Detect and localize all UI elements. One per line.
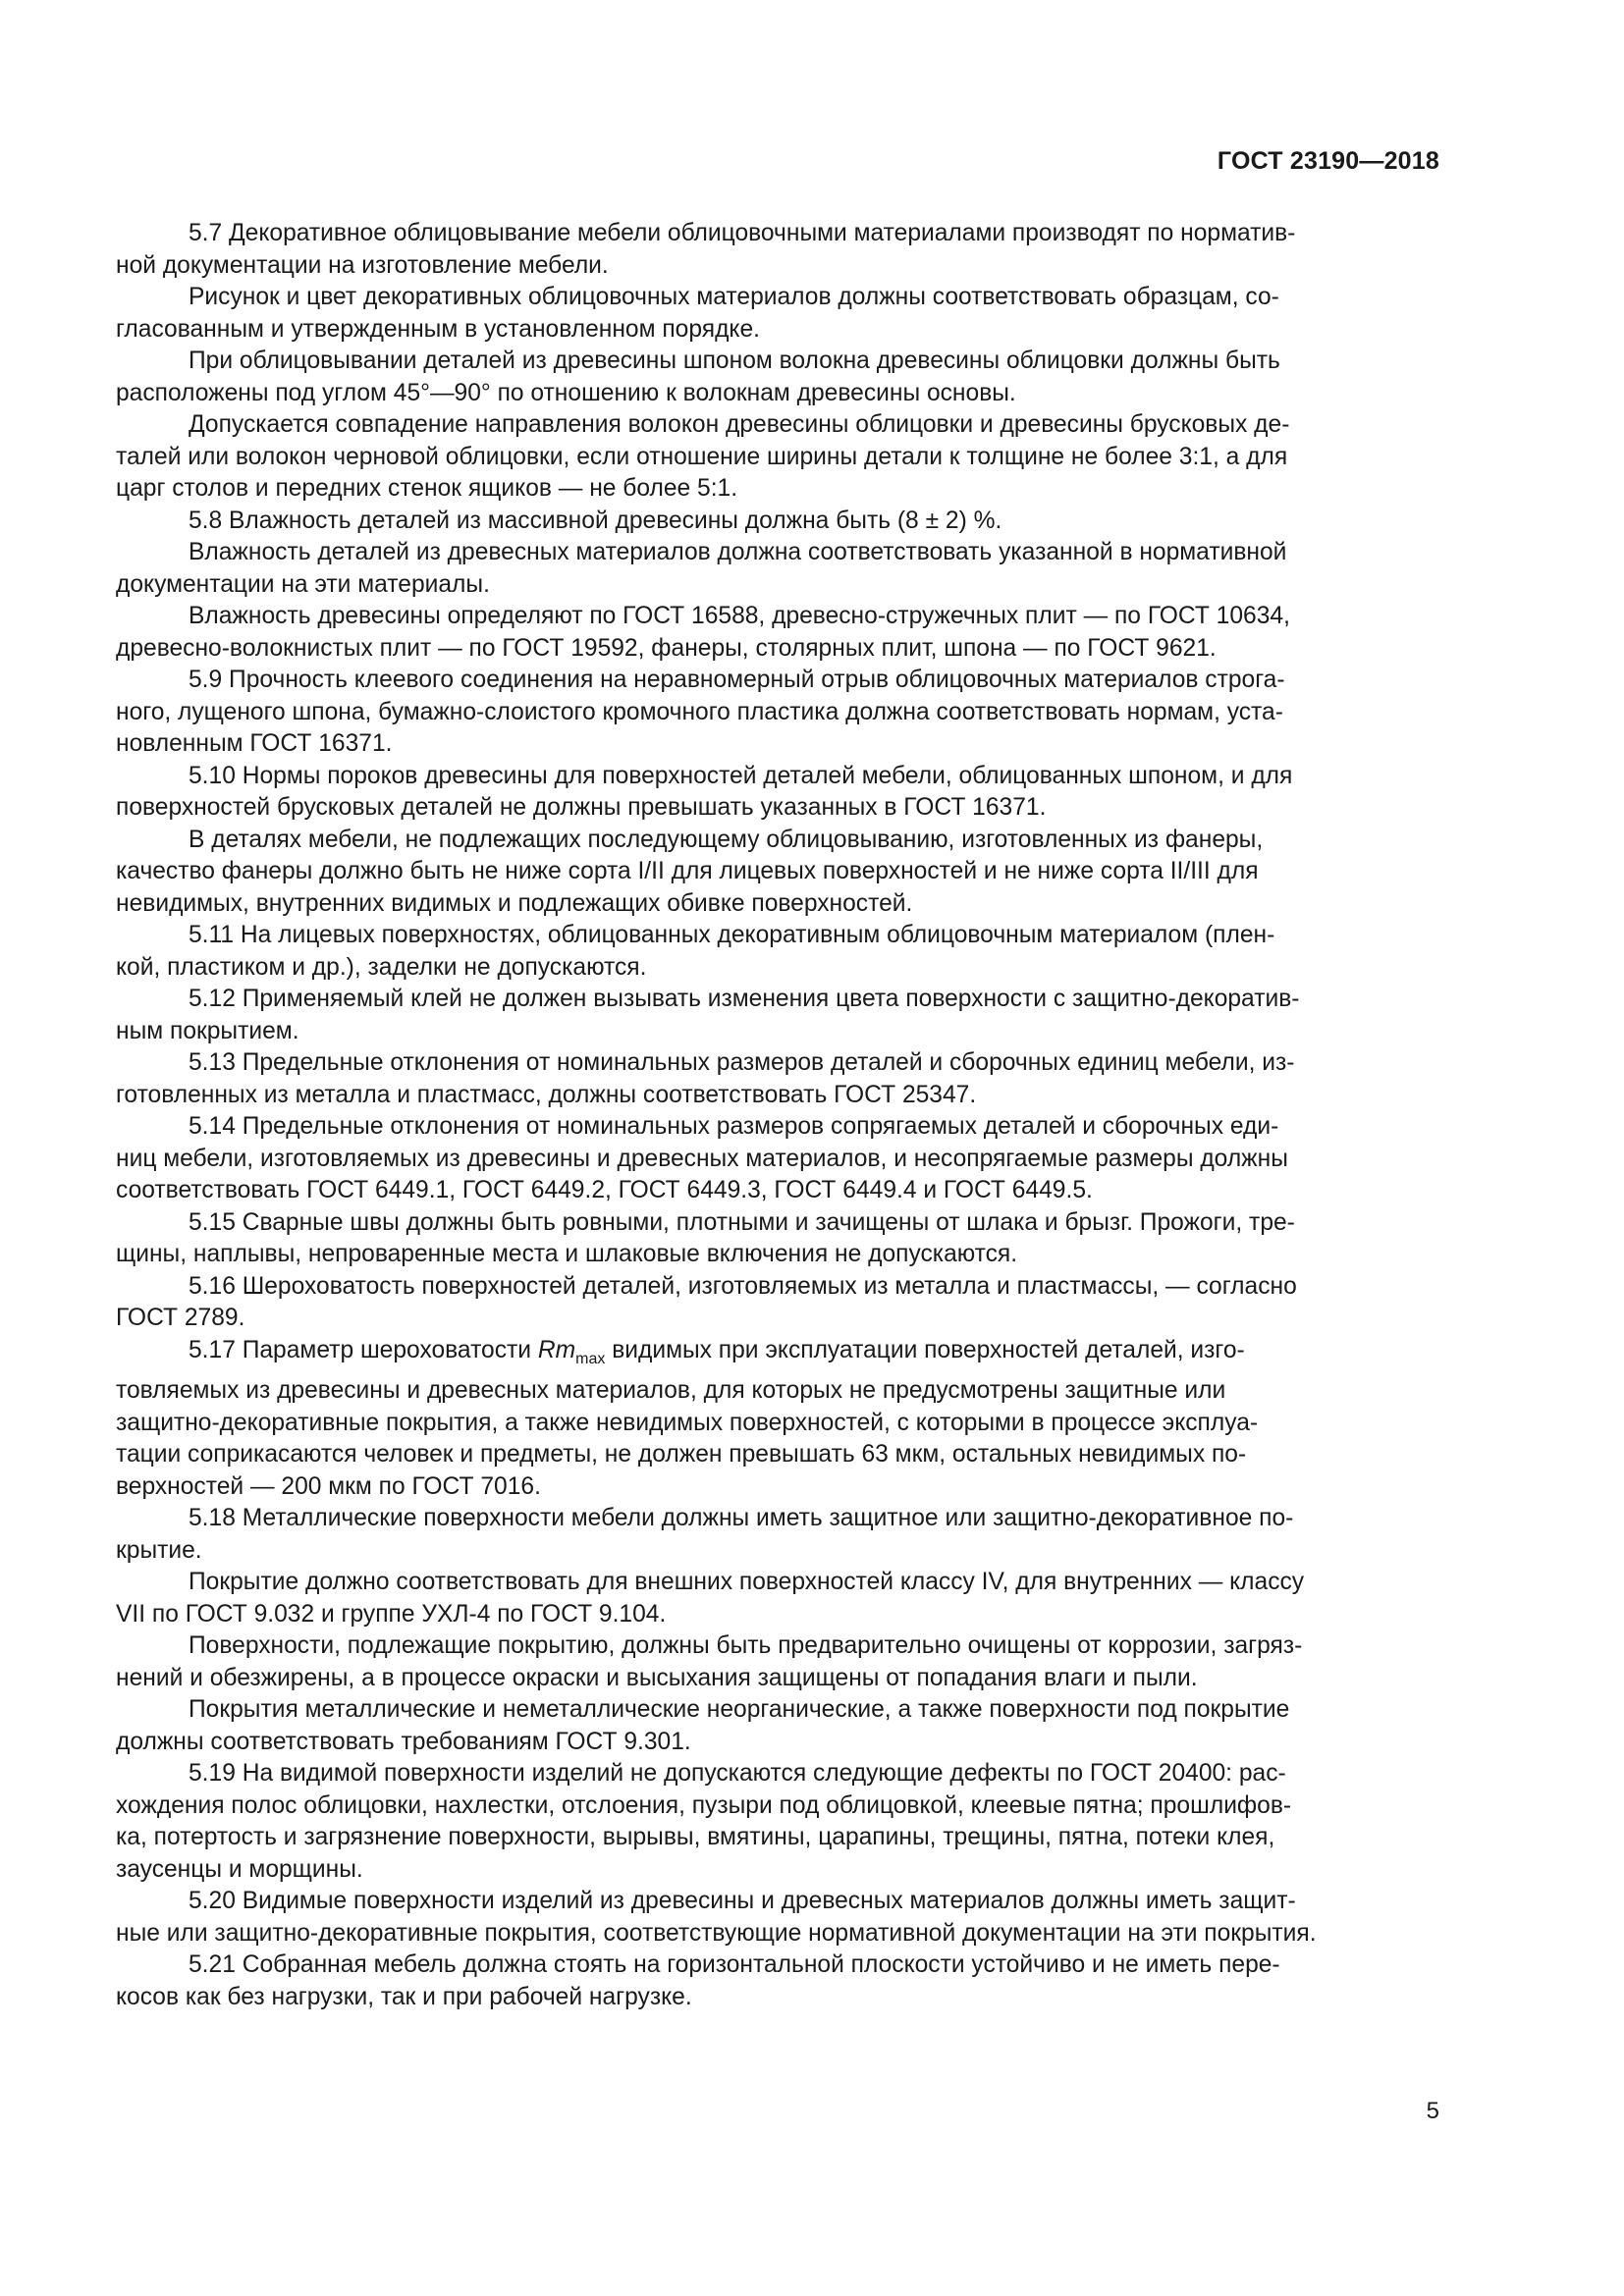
paragraph: Покрытия металлические и неметаллические неорганические, а также поверхности под покрытие должны соответствовать требованиям ГОСТ 9.301. (116, 1696, 1290, 1755)
document-code: ГОСТ 23190—2018 (1217, 147, 1439, 175)
paragraph: Покрытие должно соответствовать для внешних поверхностей классу IV, для внутренних — классу VII по ГОСТ 9.032 и группе УХЛ-4 по ГОСТ 9.104. (116, 1569, 1305, 1628)
paragraph: Рисунок и цвет декоративных облицовочных материалов должны соответствовать образцам, со- гласованным и утвержденным в установленном порядке. (116, 284, 1279, 343)
paragraph-lead: 5.17 Параметр шероховатости (189, 1336, 538, 1363)
paragraph: 5.7 Декоративное облицовывание мебели облицовочными материалами производят по норматив- ной документации на изготовление мебели. (116, 220, 1296, 279)
paragraph: Влажность деталей из древесных материалов должна соответствовать указанной в нормативной документации на эти материалы. (116, 539, 1287, 598)
paragraph: В деталях мебели, не подлежащих последующему облицовыванию, изготовленных из фанеры, качество фанеры должно быть не ниже сорта I/II для лицевых поверхностей и не ниже сорта II/III для невидимых, внутренних видимых и подлежащих обивке поверхностей. (116, 826, 1264, 917)
paragraph: Допускается совпадение направления волокон древесины облицовки и древесины брусковых де- талей или волокон черновой облицовки, если отношение ширины детали к толщине не более 3:1, а для царг столов и передних стенок ящиков — не более 5:1. (116, 411, 1290, 502)
paragraph: 5.21 Собранная мебель должна стоять на горизонтальной плоскости устойчиво и не иметь пере- косов как без нагрузки, так и при рабочей нагрузке. (116, 1951, 1280, 2010)
paragraph: 5.15 Сварные швы должны быть ровными, плотными и зачищены от шлака и брызг. Прожоги, тре- щины, наплывы, непроваренные места и шлаковые включения не допускаются. (116, 1208, 1295, 1267)
paragraph: 5.13 Предельные отклонения от номинальных размеров деталей и сборочных единиц мебели, из- готовленных из металла и пластмасс, должны соответствовать ГОСТ 25347. (116, 1049, 1295, 1108)
paragraph: Поверхности, подлежащие покрытию, должны быть предварительно очищены от коррозии, загряз- нений и обезжирены, а в процессе окраски и высыхания защищены от попадания влаги и пыли. (116, 1632, 1303, 1691)
paragraph: 5.20 Видимые поверхности изделий из древесины и древесных материалов должны иметь защит- ные или защитно-декоративные покрытия, соответствующие нормативной документации на эти покрытия. (116, 1888, 1317, 1947)
paragraph: 5.10 Нормы пороков древесины для поверхностей деталей мебели, облицованных шпоном, и для поверхностей брусковых деталей не должны превышать указанных в ГОСТ 16371. (116, 762, 1293, 821)
document-body (116, 218, 1444, 2013)
paragraph-rest: видимых при эксплуатации поверхностей деталей, изго- товляемых из древесины и древесных материалов, для которых не предусмотрены защитные или защитно-декоративные покрытия, а также невидимых поверхностей, с которыми в процессе эксплуа- тации соприкасаются человек и предметы, не должен превышать 63 мкм, остальных невидимых по- верхностей — 200 мкм по ГОСТ 7016. (116, 1336, 1259, 1500)
paragraph: 5.9 Прочность клеевого соединения на неравномерный отрыв облицовочных материалов строга- ного, лущеного шпона, бумажно-слоистого кромочного пластика должна соответствовать нормам, уста- новленным ГОСТ 16371. (116, 667, 1285, 757)
paragraph: 5.8 Влажность деталей из массивной древесины должна быть (8 ± 2) %. (189, 507, 1002, 534)
paragraph-5-17 (116, 1335, 1444, 1504)
roughness-symbol: Rm (537, 1336, 576, 1363)
page-number: 5 (1426, 2098, 1439, 2124)
paragraph: 5.11 На лицевых поверхностях, облицованных декоративным облицовочным материалом (плен- кой, пластиком и др.), заделки не допускаются. (116, 922, 1275, 981)
paragraph: 5.19 На видимой поверхности изделий не допускаются следующие дефекты по ГОСТ 20400: рас- хождения полос облицовки, нахлестки, отслоения, пузыри под облицовкой, клеевые пятна; прошлифов- ка, потертость и загрязнение поверхности, вырывы, вмятины, царапины, трещины, пятна, потеки клея, заусенцы и морщины. (116, 1760, 1292, 1883)
paragraph: Влажность древесины определяют по ГОСТ 16588, древесно-стружечных плит — по ГОСТ 10634, древесно-волокнистых плит — по ГОСТ 19592, фанеры, столярных плит, шпона — по ГОСТ 9621. (116, 603, 1290, 662)
paragraph: При облицовывании деталей из древесины шпоном волокна древесины облицовки должны быть расположены под углом 45°—90° по отношению к волокнам древесины основы. (116, 347, 1280, 406)
paragraph: 5.16 Шероховатость поверхностей деталей, изготовляемых из металла и пластмассы, — согласно ГОСТ 2789. (116, 1272, 1297, 1331)
paragraph: 5.14 Предельные отклонения от номинальных размеров сопрягаемых деталей и сборочных еди- ниц мебели, изготовляемых из древесины и древесных материалов, и несопрягаемые размеры должны соответствовать ГОСТ 6449.1, ГОСТ 6449.2, ГОСТ 6449.3, ГОСТ 6449.4 и ГОСТ 6449.5. (116, 1113, 1288, 1203)
roughness-subscript: max (575, 1350, 606, 1367)
paragraph: 5.18 Металлические поверхности мебели должны иметь защитное или защитно-декоративное по- крытие. (116, 1505, 1294, 1564)
paragraph: 5.12 Применяемый клей не должен вызывать изменения цвета поверхности с защитно-декоратив- ным покрытием. (116, 986, 1300, 1044)
